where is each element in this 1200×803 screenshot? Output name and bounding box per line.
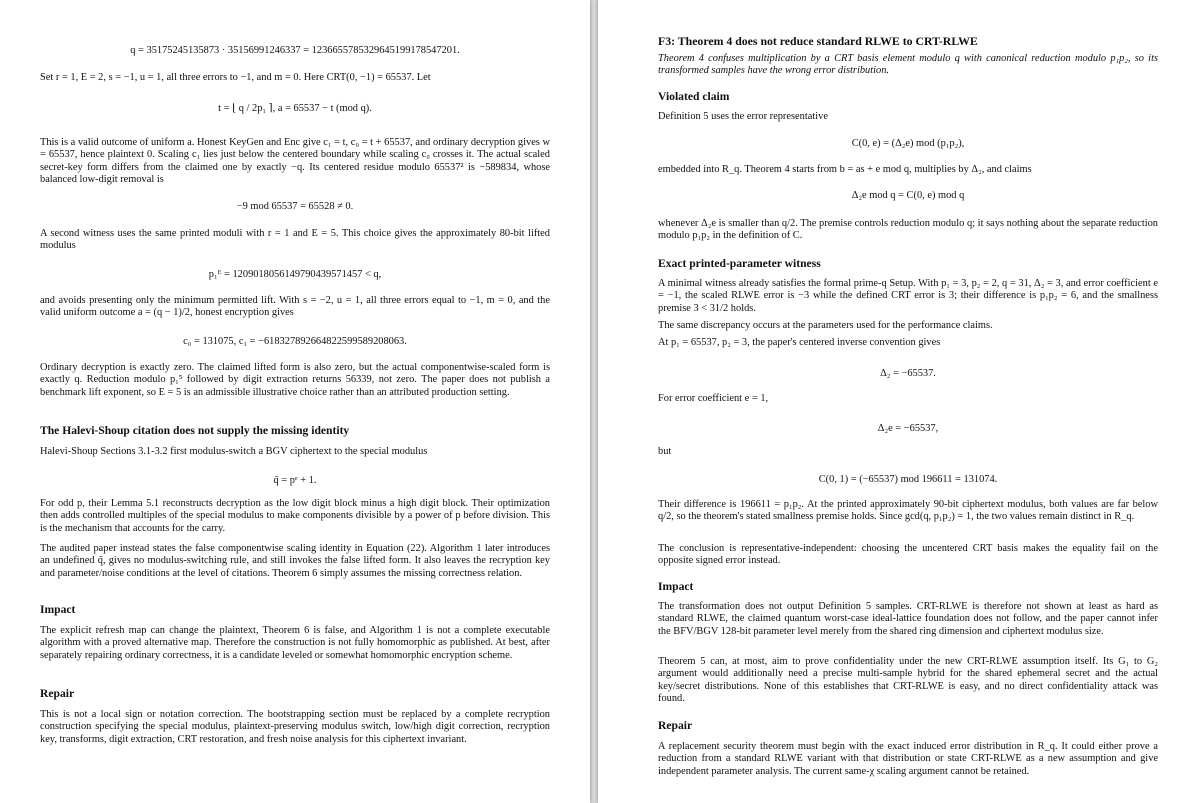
equation-c: c₀ = 131075, c₁ = −618327892664822599589208063. <box>183 336 407 347</box>
equation-c0e: C(0, e) = (Δ₂e) mod (p₁p₂), <box>851 138 965 149</box>
heading-exact-witness: Exact printed-parameter witness <box>658 257 821 270</box>
paragraph-their-difference: Their difference is 196611 = p₁p₂. At the printed approximately 90-bit ciphertext modulus, both values are far below q/2, so the theorem's stated smallness premise holds. Since gcd(q, p₁p₂) = 1, the two values remain distinct in R_q. <box>658 499 1158 523</box>
equation-delta2e: Δ₂e = −65537, <box>877 423 939 434</box>
paragraph-impact-left: The explicit refresh map can change the plaintext, Theorem 6 is false, and Algorithm 1 is not a complete executable algorithm with a proved alternative map. Therefore the construction is not fully homomorphic as published. At best, after separately repairing ordinary correctness, it is a candidate leveled or somewhat homomorphic encryption scheme. <box>40 625 550 661</box>
paragraph-but: but <box>658 446 672 457</box>
right-page <box>598 0 1200 803</box>
paragraph-second-witness: A second witness uses the same printed moduli with r = 1 and E = 5. This choice gives the approximately 80-bit lifted modulus <box>40 228 550 252</box>
paragraph-definition-5: Definition 5 uses the error representative <box>658 111 828 122</box>
equation-q: q = 35175245135873 · 35156991246337 = 1236655785329645199178547201. <box>130 45 460 56</box>
equation-delta-mod: Δ₂e mod q = C(0, e) mod q <box>851 190 965 201</box>
left-page <box>0 0 590 803</box>
paragraph-avoids: and avoids presenting only the minimum permitted lift. With s = −2, u = 1, all three errors equal to −1, m = 0, and the valid uniform outcome a = (q − 1)/2, honest encryption gives <box>40 295 550 319</box>
heading-repair-right: Repair <box>658 719 693 732</box>
paragraph-audited-paper: The audited paper instead states the false componentwise scaling identity in Equation (22). Algorithm 1 later introduces an undefined q̃, gives no modulus-switching rule, and still invokes the false lifted form. It also leaves the recryption key and parameter/noise conditions at the level of citations. Theorem 6 simply assumes the missing correctness relation. <box>40 543 550 579</box>
paragraph-transformation: The transformation does not output Definition 5 samples. CRT-RLWE is therefore not shown at least as hard as standard RLWE, the claimed quantum worst-case ideal-lattice foundation does not follow, and the paper cannot infer the BFV/BGV 128-bit parameter level merely from the shared ring dimension and ciphertext modulus size. <box>658 601 1158 637</box>
paragraph-valid-outcome: This is a valid outcome of uniform a. Honest KeyGen and Enc give c₁ = t, c₀ = t + 65537, and ordinary decryption gives w = 65537, hence plaintext 0. Scaling c₁ lies just below the centered boundary while scaling c₀ crosses it. The actual scaled secret-key form differs from the claimed one by exactly −q. Its centered residue modulo 65537² is −589834, whose balanced low-digit removal is <box>40 137 550 186</box>
heading-impact-right: Impact <box>658 580 694 593</box>
paragraph-repair-right: A replacement security theorem must begin with the exact induced error distribution in R_q. It could either prove a reduction from a standard RLWE variant with that distribution or state CRT-RLWE as a new assumption and give independent parameter analysis. The current same-χ scaling argument cannot be retained. <box>658 741 1158 777</box>
paragraph-repair-left: This is not a local sign or notation correction. The bootstrapping section must be replaced by a complete recryption construction specifying the special modulus, plaintext-preserving modulus switch, low/high digit correction, recryption key, transforms, digit extraction, CRT restoration, and fresh noise analysis for this ciphertext invariant. <box>40 709 550 745</box>
paragraph-embedded: embedded into R_q. Theorem 4 starts from b = as + e mod q, multiplies by Δ₂, and claims <box>658 164 1032 175</box>
heading-violated-claim: Violated claim <box>658 90 730 103</box>
paragraph-conclusion: The conclusion is representative-independent: choosing the uncentered CRT basis makes the equality fail on the opposite signed error instead. <box>658 543 1158 567</box>
equation-p1-lift: p₁ᴱ = 1209018056149790439571457 < q, <box>208 269 382 280</box>
equation-t: t = ⌊ q / 2p₁ ⌉, a = 65537 − t (mod q). <box>218 103 372 114</box>
paragraph-at-parameters: At p₁ = 65537, p₂ = 3, the paper's centered inverse convention gives <box>658 337 941 348</box>
equation-mod: −9 mod 65537 = 65528 ≠ 0. <box>236 201 354 212</box>
equation-delta2: Δ₂ = −65537. <box>880 368 936 379</box>
paragraph-theorem-5: Theorem 5 can, at most, aim to prove confidentiality under the new CRT-RLWE assumption itself. Its G₁ to G₂ argument would additionally need a precise multi-sample hybrid for the shared ephemeral secret and the actual key/secret distributions. None of this establishes that CRT-RLWE is easy, and no direct confidentiality attack was found. <box>658 656 1158 705</box>
heading-repair-left: Repair <box>40 687 75 700</box>
section-title: F3: Theorem 4 does not reduce standard RLWE to CRT-RLWE <box>658 34 978 48</box>
section-subtitle: Theorem 4 confuses multiplication by a CRT basis element modulo q with canonical reduction modulo p₁p₂, so its transformed samples have the wrong error distribution. <box>658 53 1158 77</box>
equation-q-tilde: q̃ = pᵉ + 1. <box>273 475 317 486</box>
paragraph-minimal-witness: A minimal witness already satisfies the formal prime-q Setup. With p₁ = 3, p₂ = 2, q = 31, Δ₂ = 3, and error coefficient e = −1, the scaled RLWE error is −3 while the defined CRT error is 3; their difference is p₁p₂ = 6, and the smallness premise 3 < 31/2 holds. <box>658 278 1158 314</box>
paragraph-set-r: Set r = 1, E = 2, s = −1, u = 1, all three errors to −1, and m = 0. Here CRT(0, −1) = 65537. Let <box>40 72 431 83</box>
paragraph-odd-p: For odd p, their Lemma 5.1 reconstructs decryption as the low digit block minus a high digit block. Their optimization then adds controlled multiples of the special modulus to make components divisible by a power of p before division. This is the mechanism that accounts for the carry. <box>40 498 550 534</box>
heading-halevi-shoup: The Halevi-Shoup citation does not supply the missing identity <box>40 424 350 437</box>
equation-c01: C(0, 1) = (−65537) mod 196611 = 131074. <box>818 474 998 485</box>
heading-impact-left: Impact <box>40 603 76 616</box>
paragraph-ordinary-decryption: Ordinary decryption is exactly zero. The claimed lifted form is also zero, but the actual componentwise-scaled form is exactly q. Reduction modulo p₁⁵ followed by digit extraction returns 56339, not zero. The paper does not publish a benchmark lift exponent, so E = 5 is an admissible illustrative choice rather than an attributed production setting. <box>40 362 550 398</box>
paragraph-same-discrepancy: The same discrepancy occurs at the parameters used for the performance claims. <box>658 320 993 331</box>
paragraph-whenever: whenever Δ₂e is smaller than q/2. The premise controls reduction modulo q; it says nothing about the separate reduction modulo p₁p₂ in the definition of C. <box>658 218 1158 242</box>
paragraph-halevi-shoup: Halevi-Shoup Sections 3.1-3.2 first modulus-switch a BGV ciphertext to the special modulus <box>40 446 428 457</box>
paragraph-for-error: For error coefficient e = 1, <box>658 393 769 404</box>
